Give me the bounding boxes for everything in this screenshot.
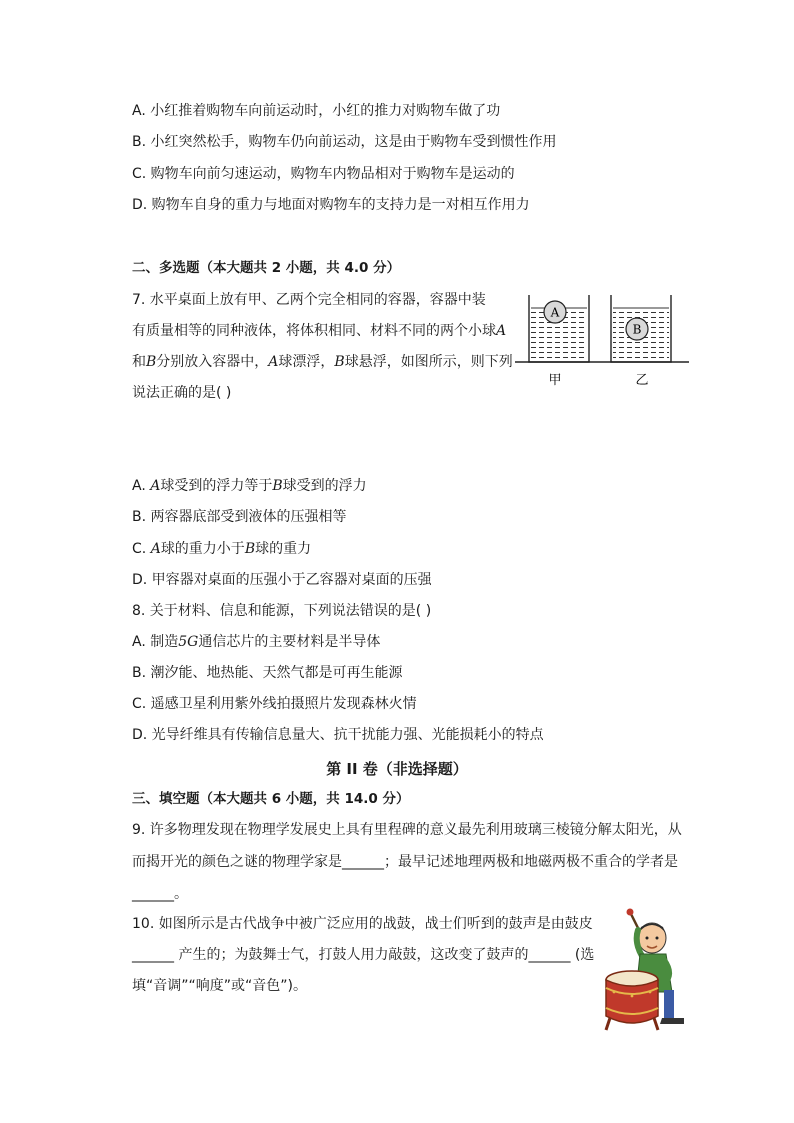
q8-option-d: D. 光导纤维具有传输信息量大、抗干扰能力强、光能损耗小的特点 xyxy=(132,727,544,743)
q7-text: C. xyxy=(132,541,151,557)
q7-var: B xyxy=(272,478,283,494)
q7-text: 分别放入容器中， xyxy=(156,354,269,370)
q7-text: 球悬浮，如图所示，则下列 xyxy=(344,354,513,370)
q8-option-a xyxy=(132,632,380,652)
q9-line-3: ______。 xyxy=(132,886,188,902)
q7-text: 和 xyxy=(132,354,146,370)
q7-var: B xyxy=(146,354,157,370)
q7-stem-line-3 xyxy=(132,352,513,372)
q10-line-3: 填“音调”“响度”或“音色”)。 xyxy=(132,978,307,994)
q8-text: 通信芯片的主要材料是半导体 xyxy=(198,634,381,650)
container-left xyxy=(529,295,589,362)
q7-text: 球受到的浮力 xyxy=(282,478,367,494)
q7-text: 有质量相等的同种液体，将体积相同、材料不同的两个小球 xyxy=(132,323,496,339)
q8-option-c: C. 遥感卫星利用紫外线拍摄照片发现森林火情 xyxy=(132,696,417,712)
q6-option-b: B. 小红突然松手，购物车仍向前运动，这是由于购物车受到惯性作用 xyxy=(132,134,557,150)
q7-text: 球受到的浮力等于 xyxy=(160,478,273,494)
ball-a-label: A xyxy=(550,305,560,320)
q8-text: A. 制造 xyxy=(132,634,179,650)
q7-option-b: B. 两容器底部受到液体的压强相等 xyxy=(132,509,347,525)
q7-text: 球漂浮， xyxy=(278,354,335,370)
q9-line-1: 9. 许多物理发现在物理学发展史上具有里程碑的意义最先利用玻璃三棱镜分解太阳光，从 xyxy=(132,822,682,838)
q7-var: A xyxy=(496,323,507,339)
war-drum-icon xyxy=(606,971,658,1030)
section-heading-multiple-choice: 二、多选题（本大题共 2 小题，共 4.0 分） xyxy=(132,260,401,276)
q7-var: A xyxy=(268,354,279,370)
part-2-title: 第 II 卷（非选择题） xyxy=(326,760,468,778)
section-heading-fill-in: 三、填空题（本大题共 6 小题，共 14.0 分） xyxy=(132,791,410,807)
q10-line-1: 10. 如图所示是古代战争中被广泛应用的战鼓，战士们听到的鼓声是由鼓皮 xyxy=(132,916,593,932)
q7-var: B xyxy=(334,354,345,370)
label-yi: 乙 xyxy=(635,373,649,388)
q9-line-2: 而揭开光的颜色之谜的物理学家是______；最早记述地理两极和地磁两极不重合的学者是 xyxy=(132,854,678,870)
q7-var: A xyxy=(150,541,161,557)
drummer-illustration xyxy=(602,908,698,1034)
q7-text: 球的重力小于 xyxy=(160,541,245,557)
container-right xyxy=(611,295,671,362)
q7-option-d: D. 甲容器对桌面的压强小于乙容器对桌面的压强 xyxy=(132,572,432,588)
q7-stem-line-4: 说法正确的是( ) xyxy=(132,385,232,401)
q7-var: A xyxy=(150,478,161,494)
q7-stem-line-1: 7. 水平桌面上放有甲、乙两个完全相同的容器，容器中装 xyxy=(132,292,486,308)
q7-option-c xyxy=(132,539,311,559)
q10-line-2: ______ 产生的；为鼓舞士气，打鼓人用力敲鼓，这改变了鼓声的______ (选 xyxy=(132,947,595,963)
q7-option-a xyxy=(132,476,367,496)
q6-option-d: D. 购物车自身的重力与地面对购物车的支持力是一对相互作用力 xyxy=(132,197,530,213)
q7-text: 球的重力 xyxy=(255,541,312,557)
label-jia: 甲 xyxy=(548,373,562,388)
q7-var: B xyxy=(244,541,256,557)
q6-option-c: C. 购物车向前匀速运动，购物车内物品相对于购物车是运动的 xyxy=(132,166,515,182)
q8-stem: 8. 关于材料、信息和能源，下列说法错误的是( ) xyxy=(132,603,432,619)
q7-text: A. xyxy=(132,478,151,494)
q6-option-a: A. 小红推着购物车向前运动时，小红的推力对购物车做了功 xyxy=(132,103,501,119)
q8-option-b: B. 潮汐能、地热能、天然气都是可再生能源 xyxy=(132,665,403,681)
ball-b-label: B xyxy=(632,322,642,337)
q7-stem-line-2 xyxy=(132,321,506,341)
q7-containers-figure xyxy=(515,290,695,390)
q8-var: 5G xyxy=(178,634,199,650)
